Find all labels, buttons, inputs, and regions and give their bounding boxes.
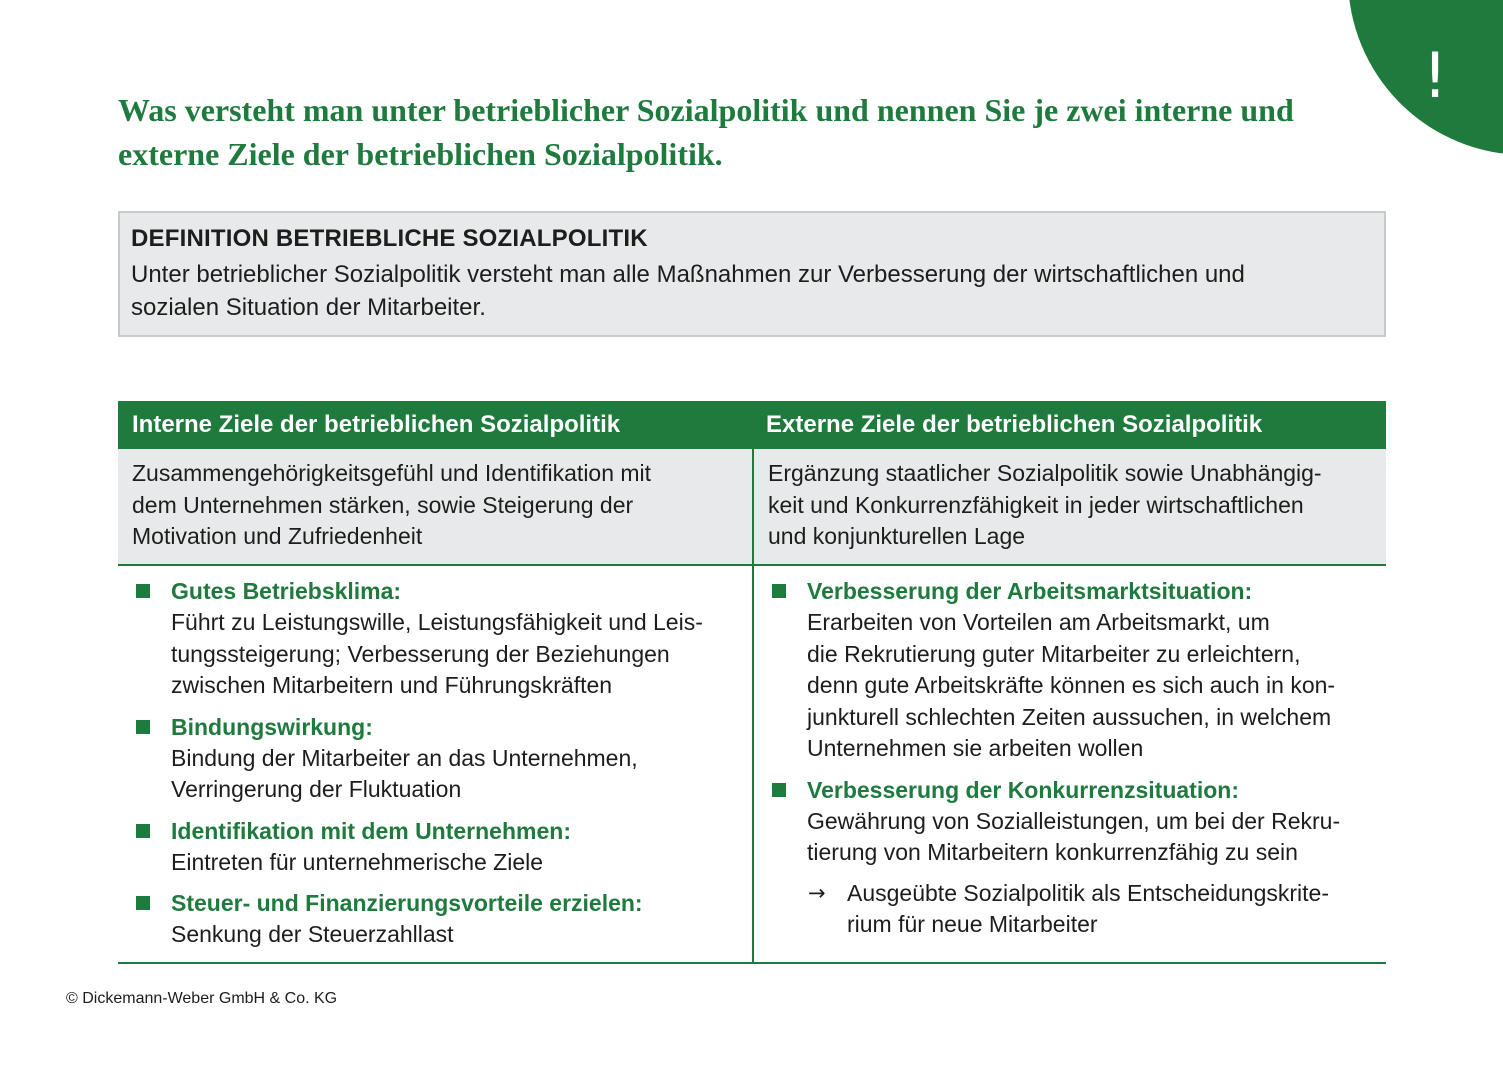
square-bullet-icon xyxy=(136,824,150,838)
goal-line: Führt zu Leistungswille, Leistungsfähigkeit und Leis- xyxy=(171,609,703,635)
goal-title: Identifikation mit dem Unternehmen: xyxy=(171,817,571,844)
external-goals-list xyxy=(752,566,1386,962)
square-bullet-icon xyxy=(772,783,786,797)
list-item xyxy=(132,711,738,806)
goal-line: Eintreten für unternehmerische Ziele xyxy=(171,848,544,875)
copyright-notice: © Dickemann-Weber GmbH & Co. KG xyxy=(66,990,338,1007)
definition-line: Unter betrieblicher Sozialpolitik versteht man alle Maßnahmen zur Verbesserung der wirtschaftlichen und xyxy=(131,261,1245,288)
goal-line: tungssteigerung; Verbesserung der Beziehungen xyxy=(171,640,670,667)
conclusion-note xyxy=(768,878,1372,941)
goal-line: Senkung der Steuerzahllast xyxy=(171,921,454,947)
list-item xyxy=(132,575,738,702)
goal-line: tierung von Mitarbeitern konkurrenzfähig zu sein xyxy=(807,839,1298,865)
definition-line: sozialen Situation der Mitarbeiter. xyxy=(131,294,486,321)
question-line: Was versteht man unter betrieblicher Sozialpolitik und nennen Sie je zwei interne und xyxy=(118,92,1294,128)
summary-line: keit und Konkurrenzfähigkeit in jeder wirtschaftlichen xyxy=(768,491,1304,518)
header-external-goals: Externe Ziele der betrieblichen Sozialpolitik xyxy=(766,411,1263,438)
goal-title: Gutes Betriebsklima: xyxy=(171,578,402,604)
goals-list-row xyxy=(118,566,1386,964)
goal-line: Erarbeiten von Vorteilen am Arbeitsmarkt, um xyxy=(807,609,1270,635)
square-bullet-icon xyxy=(136,720,150,734)
summary-row xyxy=(118,449,1386,566)
question-line: externe Ziele der betrieblichen Sozialpolitik. xyxy=(118,136,723,172)
goal-line: Gewährung von Sozialleistungen, um bei der Rekru- xyxy=(807,807,1341,834)
definition-box xyxy=(118,211,1386,337)
goal-title: Verbesserung der Konkurrenzsituation: xyxy=(807,776,1239,803)
summary-internal xyxy=(118,449,752,564)
table-header xyxy=(118,401,1386,449)
conclusion-line: Ausgeübte Sozialpolitik als Entscheidungskrite- xyxy=(847,879,1329,906)
summary-line: Ergänzung staatlicher Sozialpolitik sowie Unabhängig- xyxy=(768,460,1322,486)
conclusion-line: rium für neue Mitarbeiter xyxy=(847,911,1098,937)
list-item xyxy=(132,887,738,951)
summary-line: Zusammengehörigkeitsgefühl und Identifikation mit xyxy=(132,460,652,486)
list-item xyxy=(132,815,738,879)
arrow-right-icon: → xyxy=(808,880,826,905)
question-heading xyxy=(118,88,1368,176)
summary-line: dem Unternehmen stärken, sowie Steigerung der xyxy=(132,491,634,518)
goal-line: Bindung der Mitarbeiter an das Unternehmen, xyxy=(171,744,638,771)
goal-line: zwischen Mitarbeitern und Führungskräften xyxy=(171,672,613,698)
square-bullet-icon xyxy=(136,584,150,598)
summary-line: und konjunkturellen Lage xyxy=(768,523,1026,549)
summary-line: Motivation und Zufriedenheit xyxy=(132,523,423,549)
definition-title: DEFINITION BETRIEBLICHE SOZIALPOLITIK xyxy=(131,225,648,252)
internal-goals-list xyxy=(118,566,752,962)
list-item xyxy=(768,575,1372,765)
goal-line: denn gute Arbeitskräfte können es sich auch in kon- xyxy=(807,672,1336,698)
goal-line: die Rekrutierung guter Mitarbeiter zu erleichtern, xyxy=(807,640,1301,667)
goal-line: Verringerung der Fluktuation xyxy=(171,776,462,802)
list-item xyxy=(768,774,1372,869)
goal-title: Verbesserung der Arbeitsmarktsituation: xyxy=(807,578,1253,604)
goal-title: Bindungswirkung: xyxy=(171,713,373,740)
square-bullet-icon xyxy=(136,896,150,910)
exclamation-icon: ! xyxy=(1422,39,1448,112)
summary-external xyxy=(752,449,1386,564)
definition-text xyxy=(131,258,1373,324)
square-bullet-icon xyxy=(772,584,786,598)
goals-table xyxy=(118,401,1386,964)
goal-line: Unternehmen sie arbeiten wollen xyxy=(807,735,1144,761)
goal-title: Steuer- und Finanzierungsvorteile erzielen: xyxy=(171,890,643,916)
goal-line: junkturell schlechten Zeiten aussuchen, in welchem xyxy=(807,703,1332,730)
header-internal-goals: Interne Ziele der betrieblichen Sozialpolitik xyxy=(132,411,621,438)
